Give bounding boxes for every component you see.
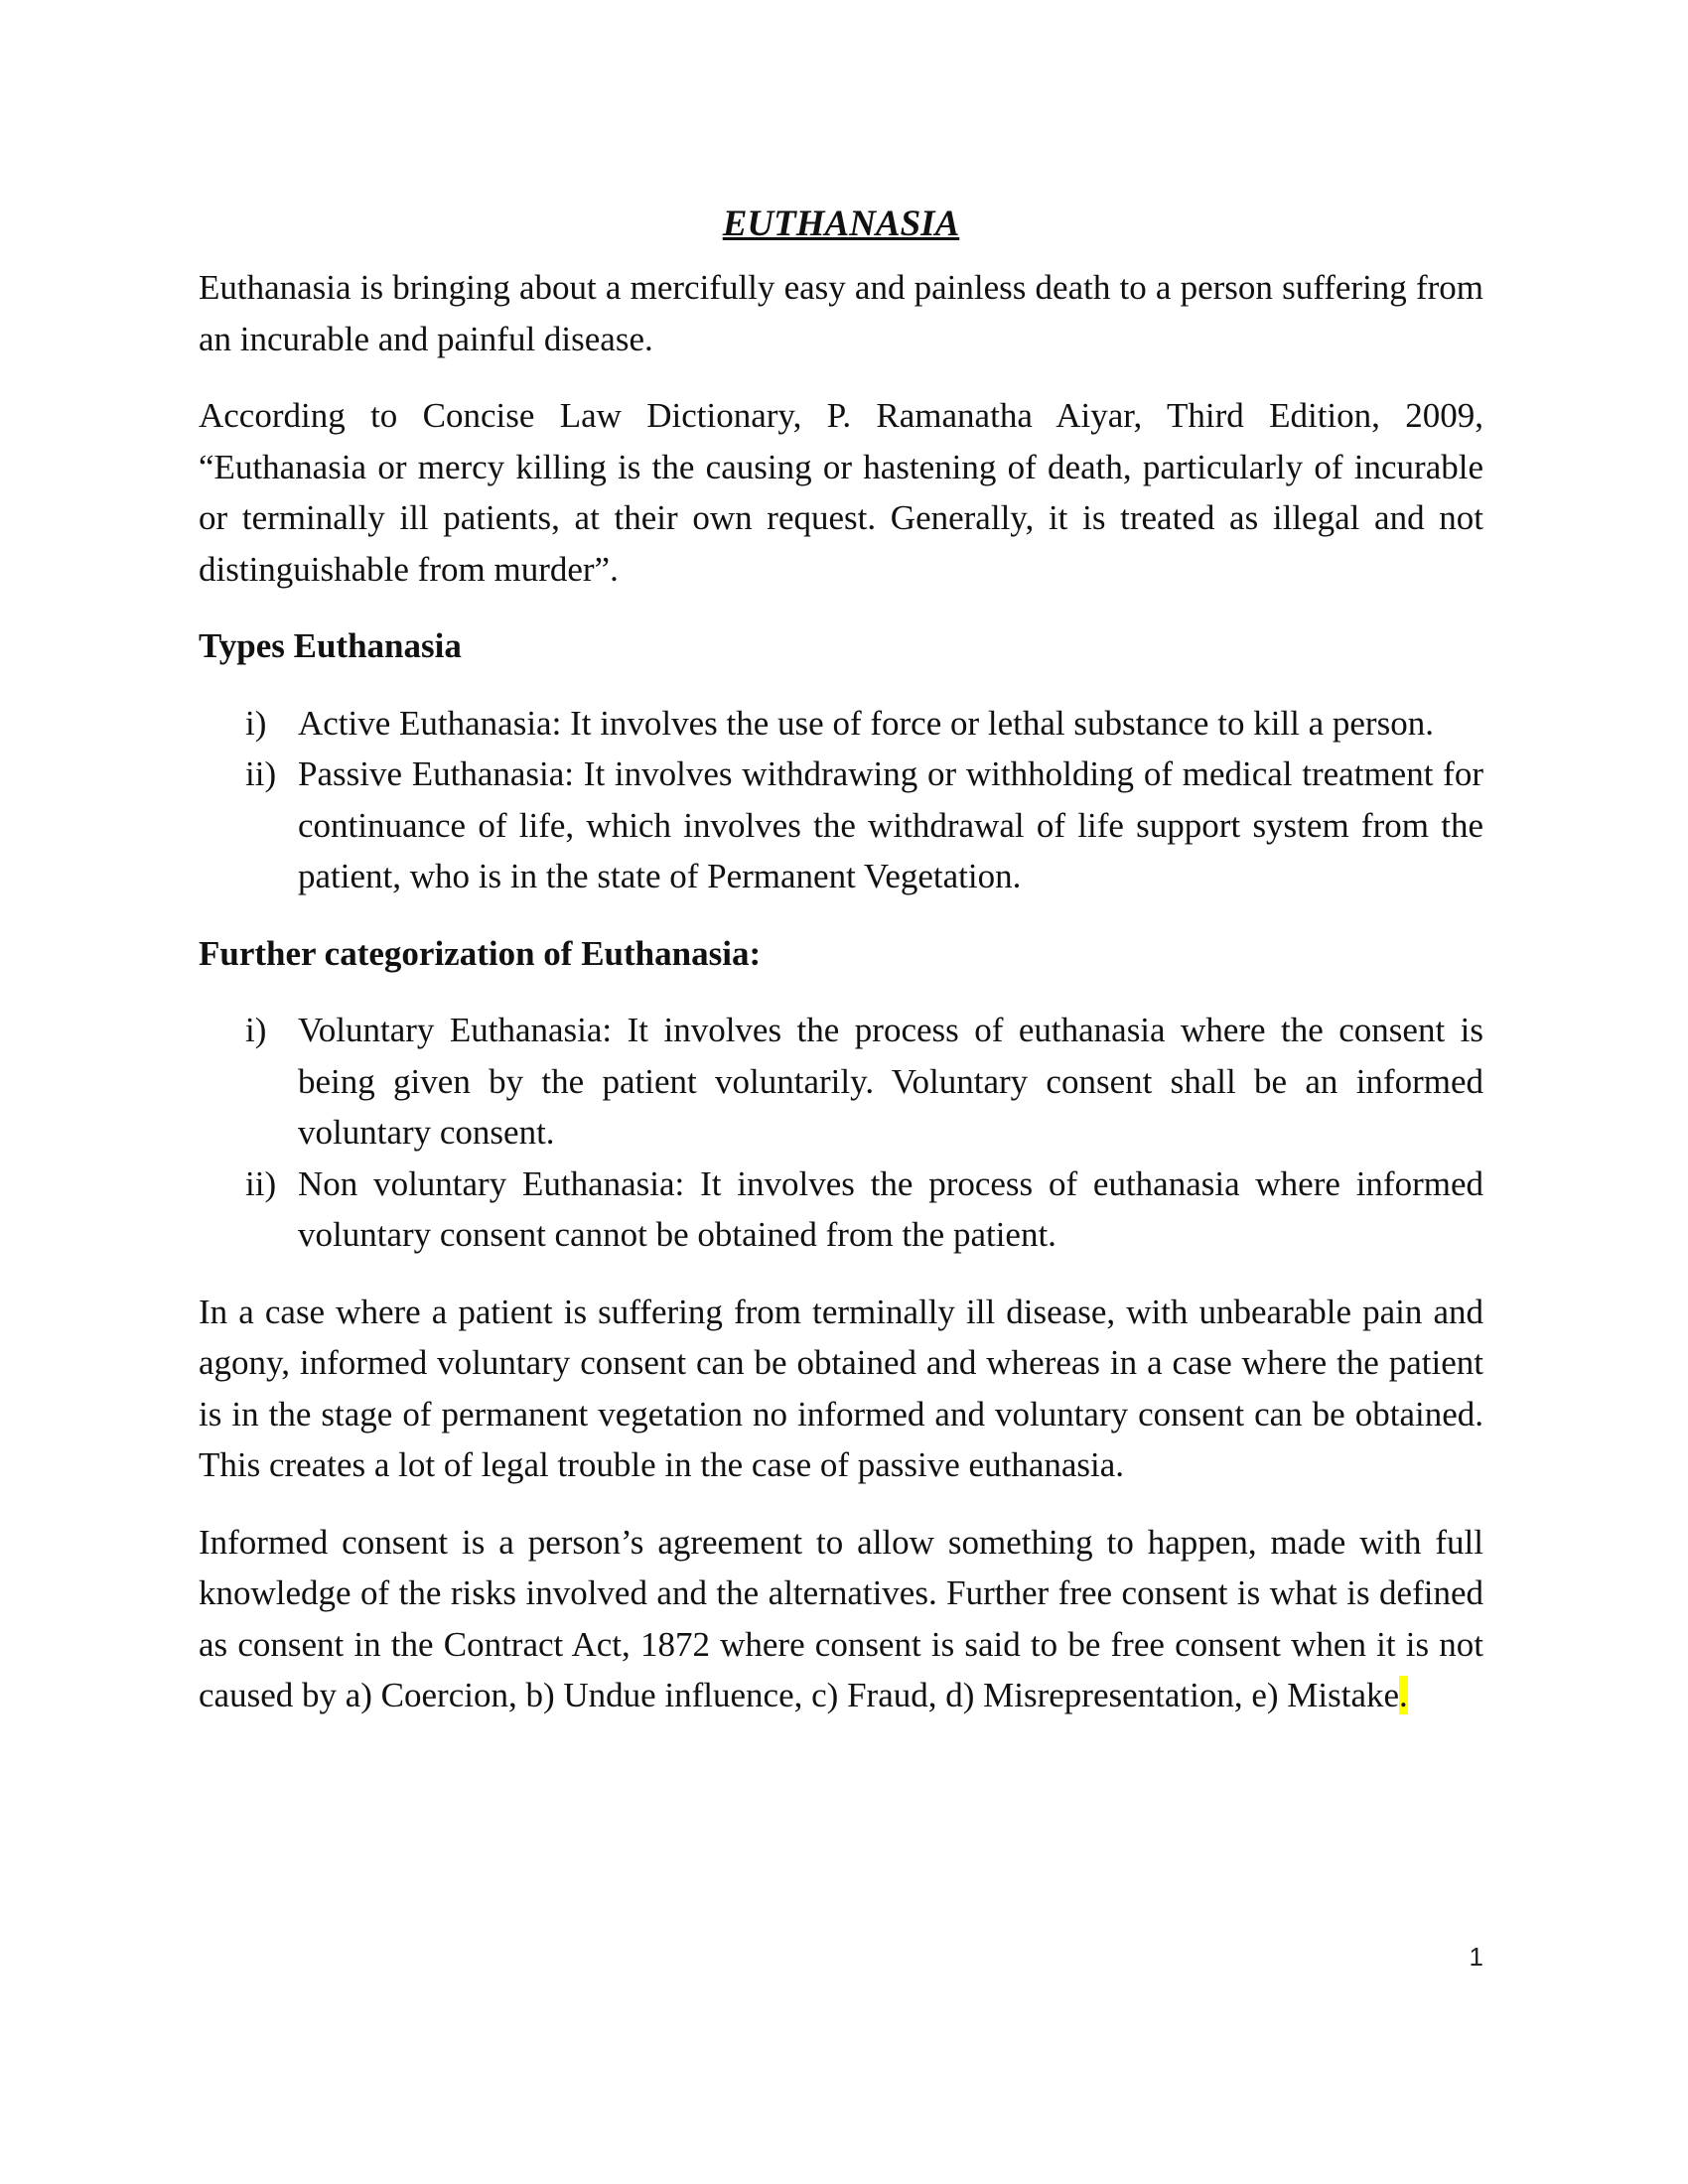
consent-paragraph-text: Informed consent is a person’s agreement to allow something to happen, made with full knowledge of the risks involved and the alternatives. Further free consent is what is defined as consent in the Contract Act, 1872 where consent is said to be free consent when it is not caused by a) Coercion, b) Undue influence, c) Fraud, d) Misrepresentation, e) Mistake: [199, 1522, 1483, 1714]
document-page: [199, 195, 1483, 1747]
list-marker: i): [245, 703, 267, 743]
categories-heading: Further categorization of Euthanasia:: [199, 933, 762, 973]
definition-paragraph: According to Concise Law Dictionary, P. Ramanatha Aiyar, Third Edition, 2009, “Euthanasia or mercy killing is the causing or hastening of death, particularly of incurable or terminally ill patients, at their own request. Generally, it is treated as illegal and not distinguishable from murder”.: [199, 396, 1483, 589]
list-item: [199, 749, 1483, 902]
list-item-text: Voluntary Euthanasia: It involves the process of euthanasia where the consent is being given by the patient voluntarily. Voluntary consent shall be an informed voluntary consent.: [298, 1011, 1483, 1152]
case-paragraph: In a case where a patient is suffering from terminally ill disease, with unbearable pain and agony, informed voluntary consent can be obtained and whereas in a case where the patient is in the stage of permanent vegetation no informed and voluntary consent can be obtained. This creates a lot of legal trouble in the case of passive euthanasia.: [199, 1292, 1483, 1484]
list-item-text: Non voluntary Euthanasia: It involves the process of euthanasia where informed voluntary consent cannot be obtained from the patient.: [298, 1163, 1483, 1254]
types-heading: Types Euthanasia: [199, 626, 462, 665]
list-item: [199, 698, 1483, 750]
consent-paragraph: [199, 1517, 1483, 1721]
categories-list: [199, 1005, 1483, 1261]
highlighted-period: .: [1399, 1676, 1408, 1714]
list-marker: ii): [245, 754, 277, 793]
types-list: [199, 698, 1483, 902]
document-title: EUTHANASIA: [722, 204, 960, 244]
page-number: 1: [1469, 1942, 1483, 1972]
intro-paragraph: Euthanasia is bringing about a mercifully easy and painless death to a person suffering from an incurable and painful disease.: [199, 268, 1483, 358]
list-item-text: Active Euthanasia: It involves the use of force or lethal substance to kill a person.: [298, 703, 1434, 743]
list-marker: i): [245, 1011, 267, 1049]
list-item-text: Passive Euthanasia: It involves withdrawing or withholding of medical treatment for continuance of life, which involves the withdrawal of life support system from the patient, who is in the state of Permanent Vegetation.: [298, 754, 1483, 895]
list-marker: ii): [245, 1163, 277, 1203]
list-item: [199, 1159, 1483, 1261]
list-item: [199, 1005, 1483, 1159]
